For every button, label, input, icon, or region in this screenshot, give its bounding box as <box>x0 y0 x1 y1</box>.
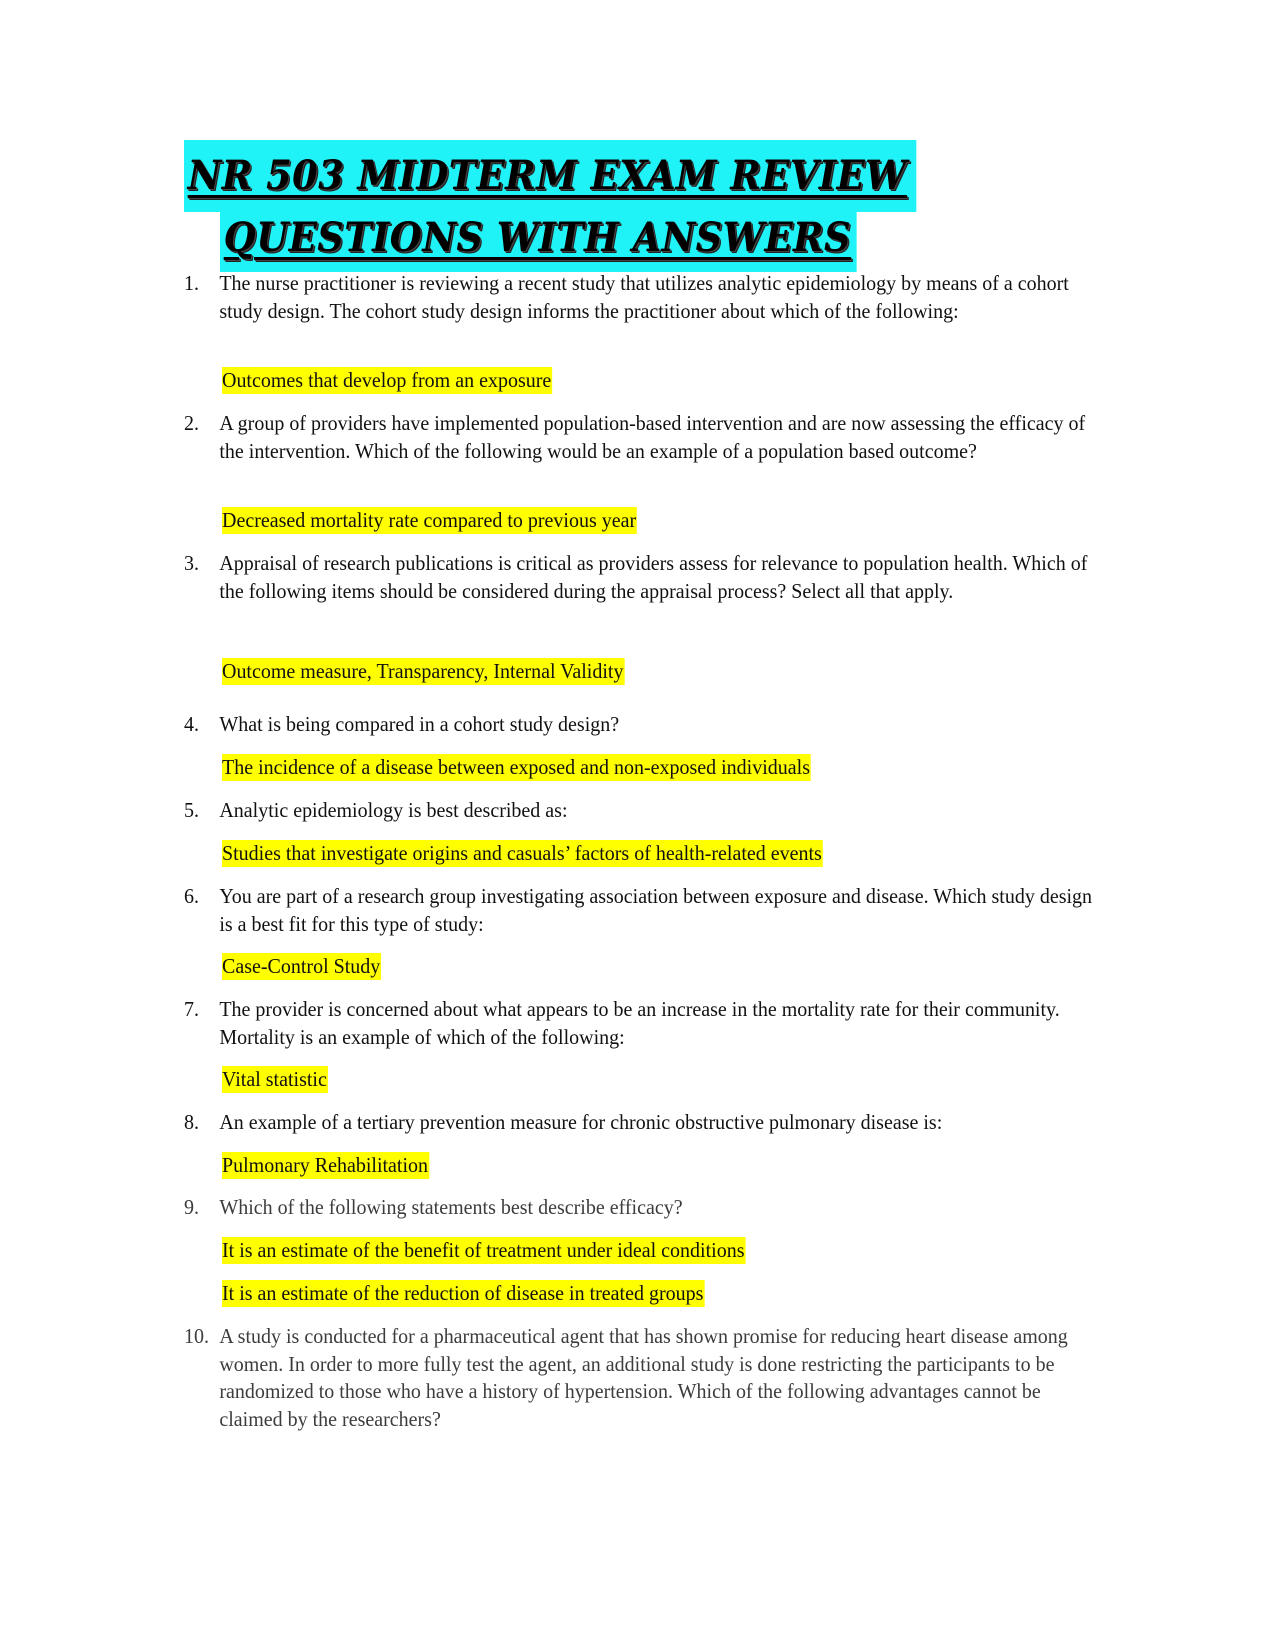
answer-6 <box>222 953 381 980</box>
question-text: What is being compared in a cohort study design? <box>219 712 620 736</box>
highlighted-answer: It is an estimate of the benefit of treatment under ideal conditions <box>222 1238 745 1262</box>
answer-2 <box>222 507 637 534</box>
question-4 <box>184 711 1049 739</box>
question-10 <box>184 1323 1068 1433</box>
question-text: An example of a tertiary prevention measure for chronic obstructive pulmonary disease is: <box>219 1110 943 1134</box>
answer-4 <box>222 754 811 781</box>
question-8 <box>184 1109 1049 1137</box>
highlighted-answer: Decreased mortality rate compared to previous year <box>222 508 637 532</box>
question-number: 6. <box>184 884 199 908</box>
question-7 <box>184 996 1060 1051</box>
question-number: 9. <box>184 1195 199 1219</box>
highlighted-answer: Pulmonary Rehabilitation <box>222 1153 429 1177</box>
answer-9a <box>222 1237 745 1264</box>
question-9 <box>184 1194 1049 1222</box>
question-text: The nurse practitioner is reviewing a recent study that utilizes analytic epidemiology by means of a cohort study design. The cohort study design informs the practitioner about which of the following: <box>219 271 1069 323</box>
answer-7 <box>222 1066 328 1093</box>
highlighted-answer: Outcomes that develop from an exposure <box>222 368 552 392</box>
question-text: A group of providers have implemented population-based intervention and are now assessing the efficacy of the intervention. Which of the following would be an example of a population based outcome? <box>219 411 1086 463</box>
question-6 <box>184 883 1093 938</box>
question-number: 3. <box>184 551 199 575</box>
question-text: The provider is concerned about what appears to be an increase in the mortality rate for their community. Mortality is an example of which of the following: <box>219 997 1060 1049</box>
answer-5 <box>222 840 823 867</box>
question-text: A study is conducted for a pharmaceutical agent that has shown promise for reducing heart disease among women. In order to more fully test the agent, an additional study is done restricting the participants to be randomized to those who have a history of hypertension. Which of the following advantages cannot be claimed by the researchers? <box>219 1324 1068 1431</box>
question-number: 8. <box>184 1110 199 1134</box>
highlighted-answer: Outcome measure, Transparency, Internal Validity <box>222 659 624 683</box>
answer-9b <box>222 1280 704 1307</box>
question-5 <box>184 797 1049 825</box>
question-text: You are part of a research group investigating association between exposure and disease. Which study design is a best fit for this type of study: <box>219 884 1093 936</box>
document-title-line-1: NR 503 MIDTERM EXAM REVIEW <box>184 140 916 212</box>
highlighted-answer: It is an estimate of the reduction of disease in treated groups <box>222 1281 704 1305</box>
question-number: 5. <box>184 798 199 822</box>
question-number: 10. <box>184 1324 209 1348</box>
answer-1 <box>222 367 552 394</box>
question-3 <box>184 550 1088 605</box>
question-1 <box>184 270 1069 325</box>
highlighted-answer: The incidence of a disease between exposed and non-exposed individuals <box>222 755 810 779</box>
question-number: 7. <box>184 997 199 1021</box>
question-text: Which of the following statements best describe efficacy? <box>219 1195 683 1219</box>
highlighted-answer: Studies that investigate origins and casuals’ factors of health-related events <box>222 841 822 865</box>
highlighted-answer: Case-Control Study <box>222 954 381 978</box>
highlighted-answer: Vital statistic <box>222 1067 327 1091</box>
answer-8 <box>222 1152 429 1179</box>
question-number: 2. <box>184 411 199 435</box>
document-title-line-2: QUESTIONS WITH ANSWERS <box>220 208 857 272</box>
question-number: 1. <box>184 271 199 295</box>
question-2 <box>184 410 1086 465</box>
answer-3 <box>222 658 624 685</box>
question-number: 4. <box>184 712 199 736</box>
question-text: Appraisal of research publications is critical as providers assess for relevance to population health. Which of the following items should be considered during the appraisal process? Select all that apply. <box>219 551 1088 603</box>
question-text: Analytic epidemiology is best described as: <box>219 798 568 822</box>
